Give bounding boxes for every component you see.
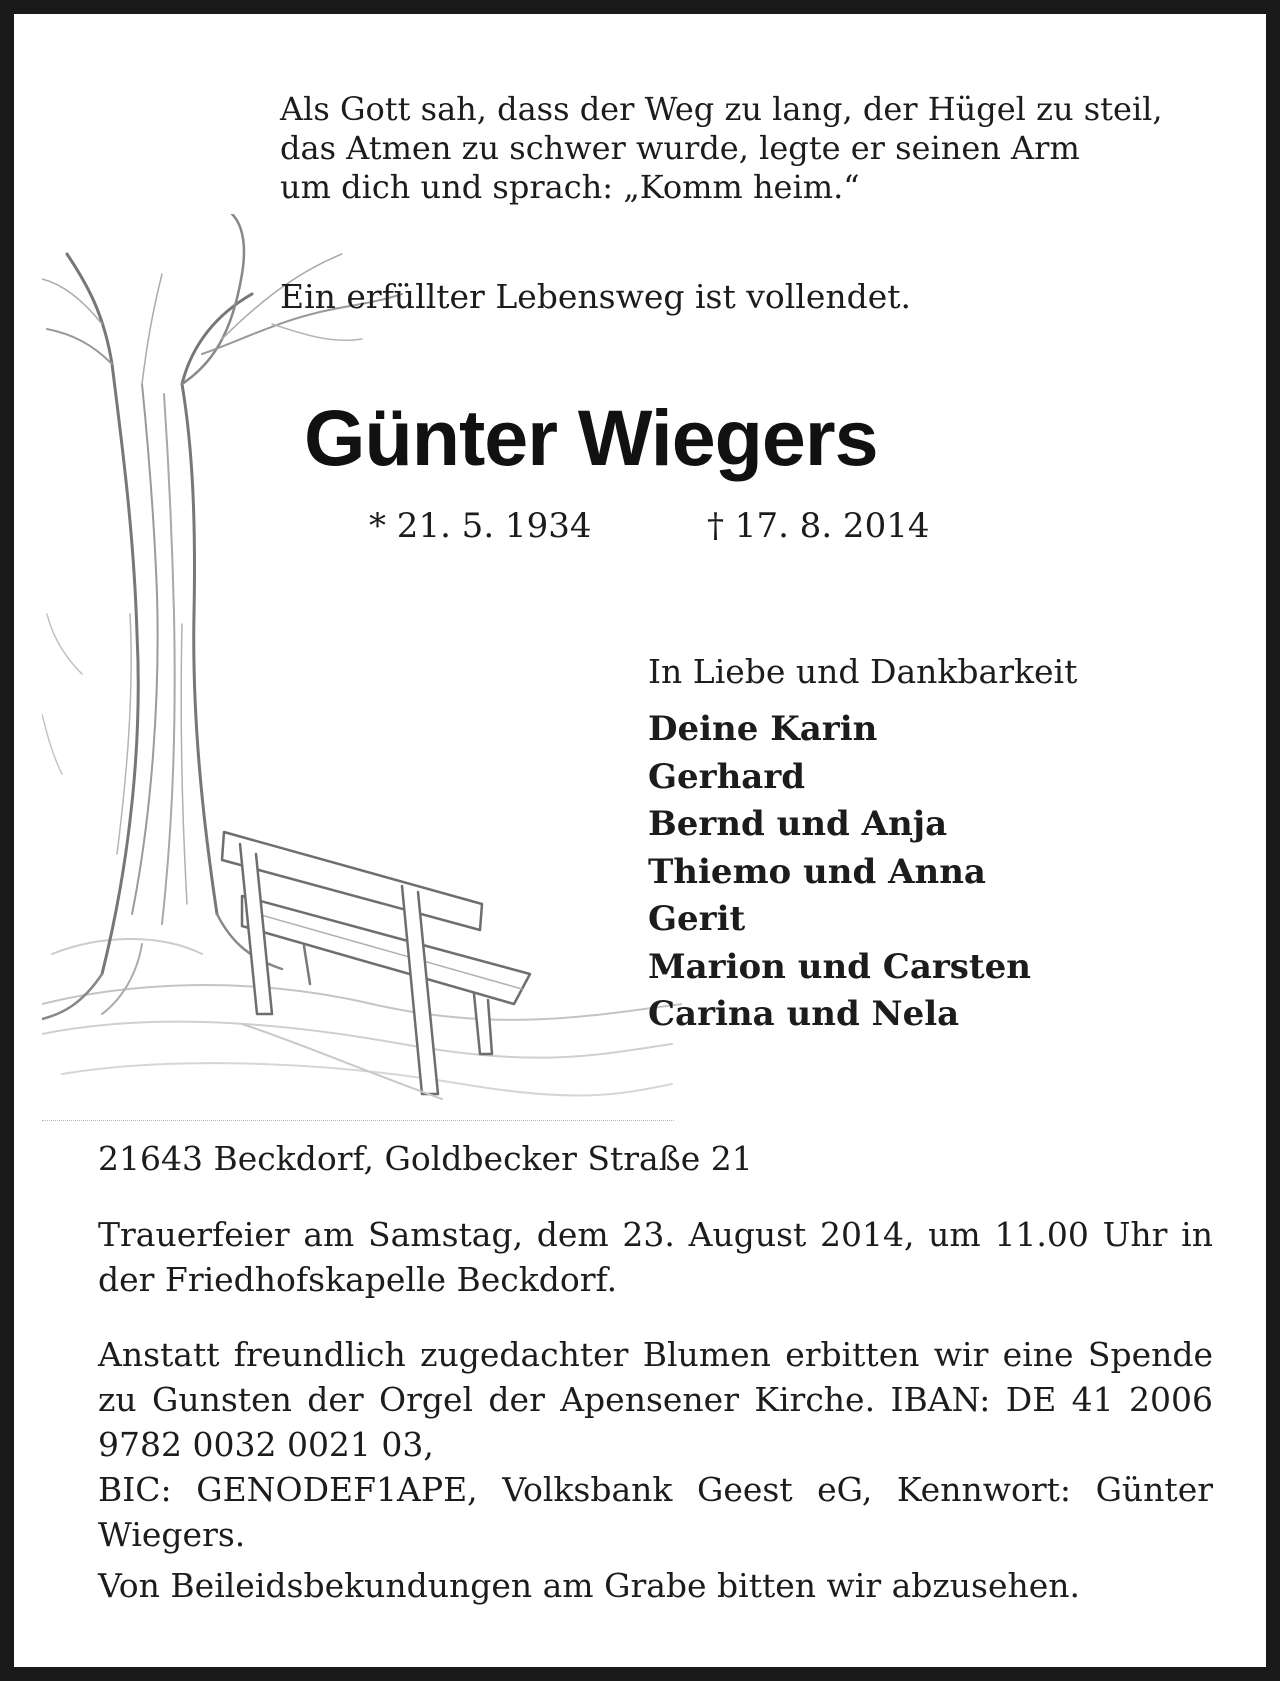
family-member: Marion und Carsten (648, 946, 1031, 987)
address: 21643 Beckdorf, Goldbecker Straße 21 (98, 1139, 753, 1178)
family-member: Deine Karin (648, 709, 878, 749)
poem-line: das Atmen zu schwer wurde, legte er seinen Arm (280, 129, 1080, 167)
funeral-line: 11.00 Uhr in der Friedhofskapelle Beckdorf. (98, 1215, 1213, 1299)
donation-notice (98, 1332, 1213, 1557)
family-intro: In Liebe und Dankbarkeit (648, 652, 1078, 691)
funeral-notice (98, 1212, 1213, 1302)
family-member: Thiemo und Anna (648, 851, 986, 892)
donation-line: Anstatt freundlich zugedachter Blumen erbitten wir (98, 1335, 989, 1374)
donation-line: Kirche. IBAN: DE 41 2006 9782 0032 0021 03, (98, 1380, 1213, 1464)
subtitle-lebensweg: Ein erfüllter Lebensweg ist vollendet. (280, 277, 912, 316)
divider (42, 1120, 674, 1121)
family-member: Carina und Nela (648, 994, 960, 1034)
family-member: Gerhard (648, 756, 806, 797)
donation-line: Günter Wiegers. (98, 1470, 1213, 1554)
death-date: † 17. 8. 2014 (707, 506, 930, 546)
donation-line: BIC: GENODEF1APE, Volksbank Geest eG, Kennwort: (98, 1470, 1071, 1509)
poem-line: Als Gott sah, dass der Weg zu lang, der Hügel zu steil, (280, 90, 1163, 128)
family-member: Gerit (648, 899, 746, 939)
donation-line: eine Spende zu Gunsten der Orgel der Apensener (98, 1335, 1214, 1419)
funeral-line: Trauerfeier am Samstag, dem 23. August 2014, um (98, 1215, 981, 1254)
birth-date: * 21. 5. 1934 (369, 506, 592, 546)
family-member: Bernd und Anja (648, 804, 948, 844)
poem (280, 90, 1163, 207)
closing-note: Von Beileidsbekundungen am Grabe bitten wir abzusehen. (98, 1566, 1081, 1605)
deceased-name: Günter Wiegers (304, 393, 878, 482)
tree-and-bench-illustration (42, 214, 682, 1114)
family-list (648, 706, 1031, 1039)
poem-line: um dich und sprach: „Komm heim.“ (280, 168, 860, 206)
